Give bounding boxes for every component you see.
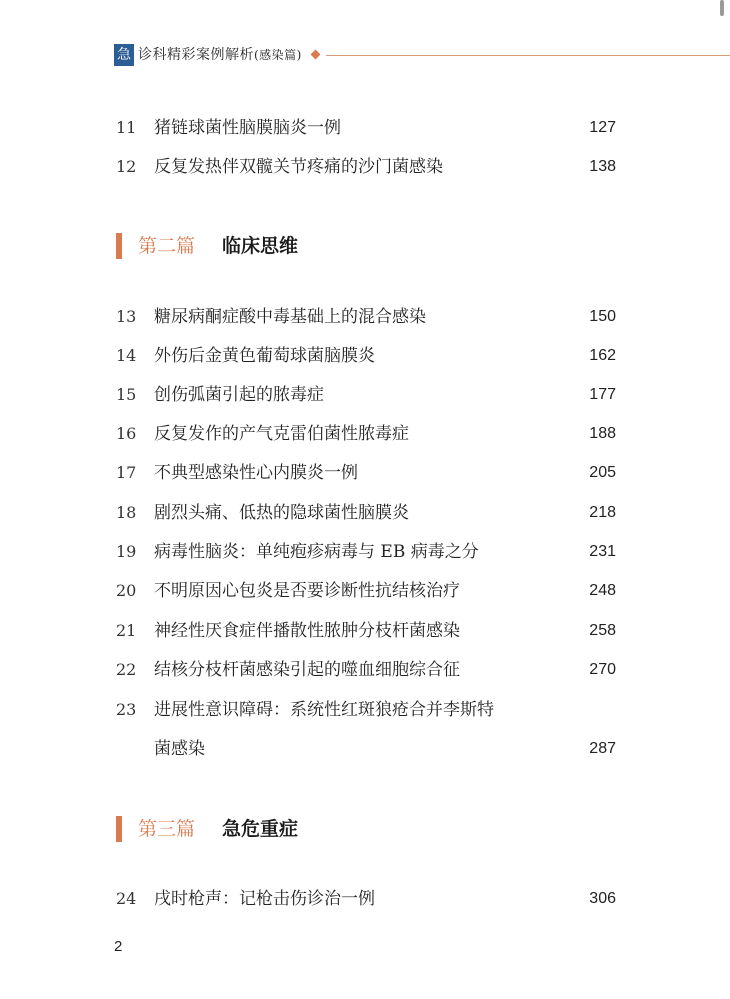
entry-number: 23: [116, 700, 137, 719]
entry-page: 150: [589, 308, 616, 325]
entry-number: 14: [116, 346, 137, 365]
entry-title-continued: 菌感染: [154, 739, 205, 759]
header-divider: [326, 55, 730, 56]
entry-title: 创伤弧菌引起的脓毒症: [154, 385, 324, 405]
entry-page: 270: [589, 661, 616, 678]
toc-entry-20: [116, 578, 616, 604]
entry-title: 进展性意识障碍：系统性红斑狼疮合并李斯特: [154, 700, 494, 720]
toc-entry-14: [116, 343, 616, 369]
header-badge: 急: [114, 44, 134, 66]
entry-title: 不明原因心包炎是否要诊断性抗结核治疗: [154, 581, 460, 601]
toc-entry-11: [116, 115, 616, 141]
entry-title: 外伤后金黄色葡萄球菌脑膜炎: [154, 346, 375, 366]
entry-number: 21: [116, 621, 137, 640]
entry-number: 15: [116, 385, 137, 404]
header-title-main: 诊科精彩案例解析: [138, 47, 254, 63]
running-header: [114, 44, 730, 66]
toc-entry-19: [116, 539, 616, 565]
entry-title: 反复发作的产气克雷伯菌性脓毒症: [154, 424, 409, 444]
toc-entry-22: [116, 657, 616, 683]
entry-page: 188: [589, 425, 616, 442]
entry-title: 剧烈头痛、低热的隐球菌性脑膜炎: [154, 503, 409, 523]
entry-number: 16: [116, 424, 137, 443]
toc-entry-23: [116, 697, 616, 723]
entry-page: 231: [589, 543, 616, 560]
entry-number: 20: [116, 581, 137, 600]
entry-number: 17: [116, 463, 137, 482]
entry-number: 19: [116, 542, 137, 561]
entry-page: 218: [589, 504, 616, 521]
section-part-label: 第三篇: [138, 818, 196, 840]
header-subtitle: (感染篇): [254, 48, 302, 62]
toc-entry-16: [116, 421, 616, 447]
entry-page: 287: [589, 740, 616, 757]
entry-number: 18: [116, 503, 137, 522]
entry-title: 糖尿病酮症酸中毒基础上的混合感染: [154, 307, 426, 327]
entry-number: 24: [116, 889, 137, 908]
page-number: 2: [114, 938, 123, 955]
entry-page: 205: [589, 464, 616, 481]
toc-entry-15: [116, 382, 616, 408]
entry-title: 不典型感染性心内膜炎一例: [154, 463, 358, 483]
section-title: 急危重症: [222, 818, 299, 840]
scrollbar[interactable]: [720, 0, 724, 16]
entry-title: 猪链球菌性脑膜脑炎一例: [154, 118, 341, 138]
section-title: 临床思维: [222, 235, 299, 257]
entry-number: 22: [116, 660, 137, 679]
entry-page: 177: [589, 386, 616, 403]
entry-page: 306: [589, 890, 616, 907]
entry-page: 138: [589, 158, 616, 175]
section-marker: [116, 816, 122, 842]
entry-page: 248: [589, 582, 616, 599]
entry-title: 反复发热伴双髋关节疼痛的沙门菌感染: [154, 157, 443, 177]
entry-title: 病毒性脑炎：单纯疱疹病毒与 EB 病毒之分: [154, 542, 479, 562]
entry-page: 162: [589, 347, 616, 364]
section-marker: [116, 233, 122, 259]
toc-entry-24: [116, 886, 616, 912]
entry-title: 神经性厌食症伴播散性脓肿分枝杆菌感染: [154, 621, 460, 641]
toc-entry-21: [116, 618, 616, 644]
entry-number: 11: [116, 118, 137, 137]
toc-entry-17: [116, 460, 616, 486]
toc-entry-13: [116, 304, 616, 330]
toc-entry-23-continued: [116, 736, 616, 762]
header-title: [138, 44, 302, 66]
entry-page: 127: [589, 119, 616, 136]
section-part-label: 第二篇: [138, 235, 196, 257]
toc-entry-18: [116, 500, 616, 526]
entry-title: 结核分枝杆菌感染引起的噬血细胞综合征: [154, 660, 460, 680]
entry-page: 258: [589, 622, 616, 639]
diamond-icon: [311, 50, 321, 60]
entry-number: 12: [116, 157, 137, 176]
entry-title: 戌时枪声：记枪击伤诊治一例: [154, 889, 375, 909]
toc-entry-12: [116, 154, 616, 180]
entry-number: 13: [116, 307, 137, 326]
